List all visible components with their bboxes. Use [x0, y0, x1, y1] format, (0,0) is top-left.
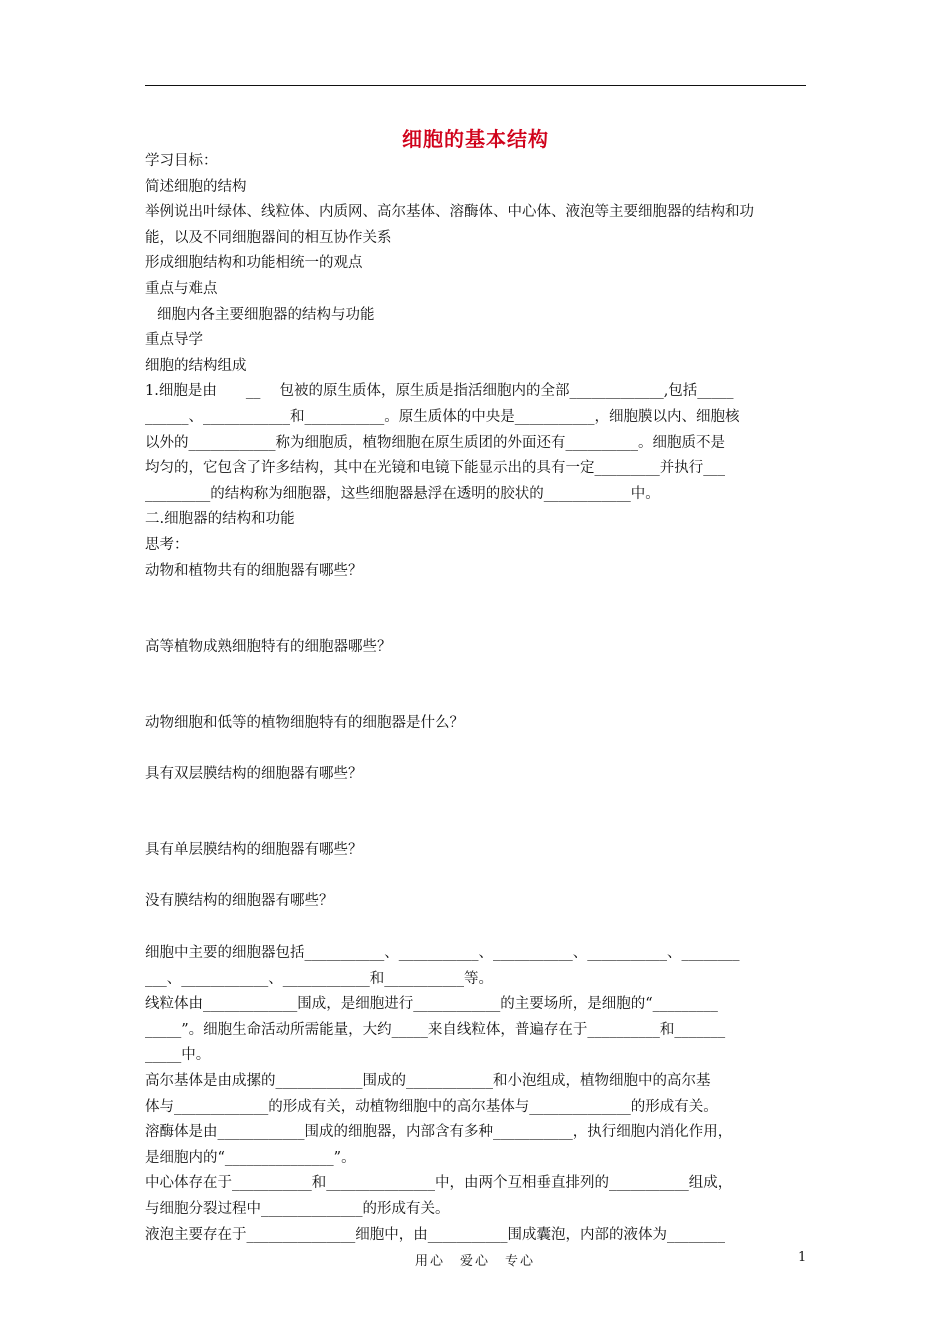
- fill-blank-line: ______、____________和___________。原生质体的中央是___________，细胞膜以内、细胞核: [145, 408, 740, 425]
- goal-line: 简述细胞的结构: [145, 178, 247, 195]
- key-point-line: 细胞内各主要细胞器的结构与功能: [157, 306, 375, 323]
- goal-line: 形成细胞结构和功能相统一的观点: [145, 255, 363, 272]
- fill-blank-line: 以外的____________称为细胞质，植物细胞在原生质团的外面还有__________。细胞质不是: [145, 434, 725, 451]
- header-rule: [145, 85, 806, 86]
- page-number: 1: [798, 1250, 807, 1265]
- fill-blank-line: _____中。: [145, 1047, 211, 1064]
- fill-blank-line: 线粒体由_____________围成，是细胞进行____________的主要场所，是细胞的“_________: [145, 996, 718, 1013]
- goal-line: 举例说出叶绿体、线粒体、内质网、高尔基体、溶酶体、中心体、液泡等主要细胞器的结构和功: [145, 204, 754, 221]
- question-line: 没有膜结构的细胞器有哪些？: [145, 893, 334, 910]
- section-heading: 二.细胞器的结构和功能: [145, 511, 295, 528]
- fill-blank-line: 均匀的，它包含了许多结构，其中在光镜和电镜下能显示出的具有一定_________并执行___: [145, 460, 725, 477]
- answer-space: [145, 863, 809, 889]
- document-body: [145, 149, 809, 1248]
- fill-blank-line: ___、____________、____________和___________等。: [145, 970, 493, 987]
- learning-goals-heading: 学习目标：: [145, 153, 218, 169]
- fill-blank-line: 细胞中主要的细胞器包括___________、___________、___________、___________、________: [145, 945, 740, 962]
- fill-blank-line: 高尔基体是由成摞的____________围成的____________和小泡组成，植物细胞中的高尔基: [145, 1073, 711, 1090]
- key-points-heading: 重点与难点: [145, 280, 218, 297]
- answer-space: [145, 584, 809, 635]
- section-heading: 细胞的结构组成: [145, 357, 247, 374]
- answer-space: [145, 736, 809, 762]
- fill-blank-line: 体与_____________的形成有关，动植物细胞中的高尔基体与______________的形成有关。: [145, 1098, 718, 1115]
- think-heading: 思考：: [145, 536, 189, 553]
- goal-line: 能，以及不同细胞器间的相互协作关系: [145, 229, 392, 246]
- question-line: 高等植物成熟细胞特有的细胞器哪些？: [145, 639, 392, 656]
- document-title: 细胞的基本结构: [402, 127, 549, 151]
- fill-blank-line: 1.细胞是由 __ 包被的原生质体，原生质是指活细胞内的全部_____________,包括_____: [145, 383, 734, 400]
- fill-blank-line: 液泡主要存在于_______________细胞中，由___________围成囊泡，内部的液体为________: [145, 1226, 725, 1243]
- question-line: 动物细胞和低等的植物细胞特有的细胞器是什么？: [145, 714, 464, 731]
- fill-blank-line: _________的结构称为细胞器，这些细胞器悬浮在透明的胶状的____________中。: [145, 485, 660, 502]
- question-line: 具有单层膜结构的细胞器有哪些？: [145, 841, 363, 858]
- fill-blank-line: 与细胞分裂过程中______________的形成有关。: [145, 1201, 450, 1217]
- fill-blank-line: 溶酶体是由____________围成的细胞器，内部含有多种___________，执行细胞内消化作用，: [145, 1124, 733, 1141]
- question-line: 动物和植物共有的细胞器有哪些？: [145, 562, 363, 579]
- guide-heading: 重点导学: [145, 332, 203, 349]
- answer-space: [145, 915, 809, 941]
- fill-blank-line: _____”。细胞生命活动所需能量，大约_____来自线粒体，普遍存在于__________和_______: [145, 1021, 726, 1038]
- answer-space: [145, 788, 809, 838]
- fill-blank-line: 中心体存在于___________和_______________中，由两个互相垂直排列的___________组成，: [145, 1175, 733, 1192]
- fill-blank-line: 是细胞内的“_______________”。: [145, 1149, 356, 1166]
- answer-space: [145, 661, 809, 711]
- footer-motto: 用心 爱心 专心: [414, 1254, 535, 1269]
- question-line: 具有双层膜结构的细胞器有哪些？: [145, 766, 363, 783]
